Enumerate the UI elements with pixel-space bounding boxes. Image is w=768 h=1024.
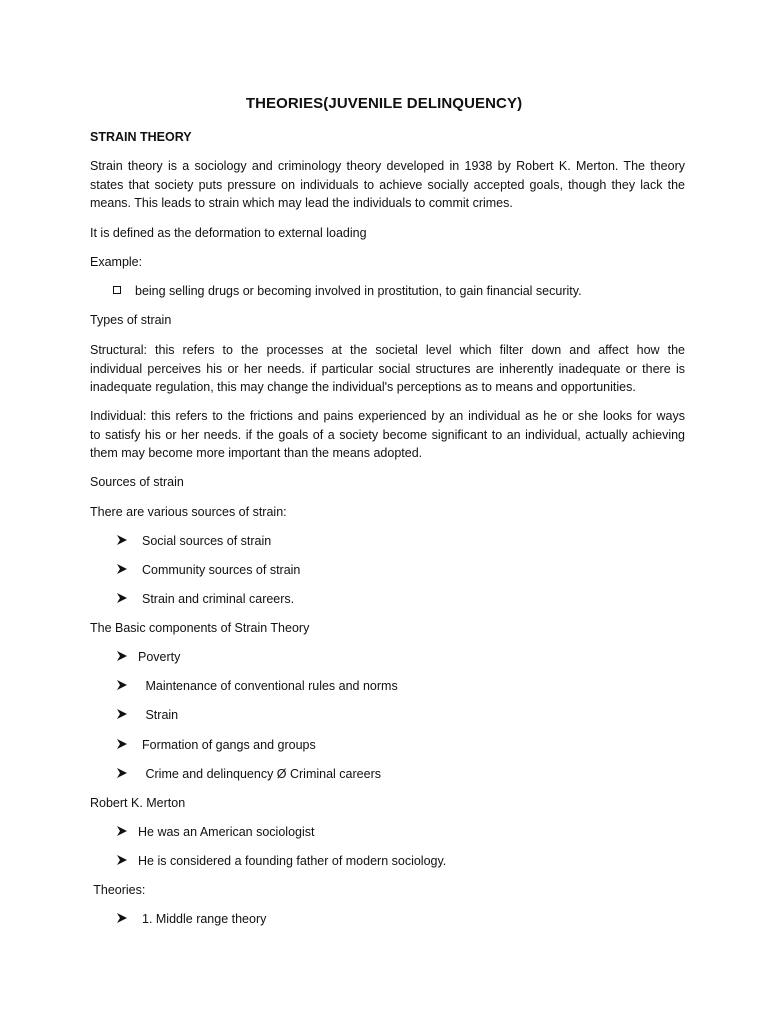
arrowhead-bullet-icon xyxy=(116,708,128,720)
arrowhead-bullet-icon xyxy=(116,592,128,604)
merton-heading: Robert K. Merton xyxy=(90,796,186,810)
merton-list-item: He was an American sociologist xyxy=(116,825,314,839)
intro-line: Strain theory is a sociology and criminology theory developed in 1938 by Robert K. Merton. The theory xyxy=(90,159,685,173)
components-list-item: Formation of gangs and groups xyxy=(116,738,316,752)
structural-line: inadequate regulation, this may change the individual's perceptions as to means and opportunities. xyxy=(90,380,636,395)
arrowhead-bullet-icon xyxy=(116,767,128,779)
document-title: THEORIES(JUVENILE DELINQUENCY) xyxy=(245,95,523,112)
individual-line: them may become more important than the means adopted. xyxy=(90,446,423,461)
structural-line: Structural: this refers to the processes at the societal level which filter down and affect how the xyxy=(90,343,685,357)
individual-line: to satisfy his or her needs. if the goals of a society become significant to an individual, actually achieving xyxy=(90,427,685,442)
types-of-strain-heading: Types of strain xyxy=(90,313,172,327)
arrowhead-bullet-icon xyxy=(116,738,128,750)
components-list-item: Crime and delinquency Ø Criminal careers xyxy=(116,767,381,781)
merton-list-item: He is considered a founding father of modern sociology. xyxy=(116,854,446,868)
arrowhead-bullet-icon xyxy=(116,563,128,575)
components-list-item: Poverty xyxy=(116,650,180,664)
intro-paragraph xyxy=(90,157,685,213)
sources-list-item: Strain and criminal careers. xyxy=(116,592,294,606)
definition-text: It is defined as the deformation to external loading xyxy=(90,226,367,240)
strain-theory-heading: STRAIN THEORY xyxy=(90,130,192,144)
components-heading: The Basic components of Strain Theory xyxy=(90,621,310,635)
structural-paragraph xyxy=(90,341,685,397)
arrowhead-bullet-icon xyxy=(116,912,128,924)
sources-list-item: Social sources of strain xyxy=(116,534,271,548)
structural-line: individual perceives his or her needs. if particular social structures are inherently inadequate or there is xyxy=(90,361,685,376)
components-list-item: Strain xyxy=(116,708,178,722)
sources-intro: There are various sources of strain: xyxy=(90,505,287,519)
sources-list-item: Community sources of strain xyxy=(116,563,300,577)
individual-paragraph xyxy=(90,407,685,463)
arrowhead-bullet-icon xyxy=(116,650,128,662)
components-list-item: Maintenance of conventional rules and norms xyxy=(116,679,398,693)
example-list-item xyxy=(113,284,582,298)
individual-line: Individual: this refers to the frictions and pains experienced by an individual as he or she looks for ways xyxy=(90,409,685,423)
sources-of-strain-heading: Sources of strain xyxy=(90,475,184,489)
checkbox-bullet-icon xyxy=(113,286,121,294)
example-item-text: being selling drugs or becoming involved in prostitution, to gain financial security. xyxy=(135,284,582,298)
theories-list-item: 1. Middle range theory xyxy=(116,912,266,926)
intro-line: states that society puts pressure on individuals to achieve socially accepted goals, though they lack the xyxy=(90,177,685,192)
example-label: Example: xyxy=(90,255,143,269)
intro-line: means. This leads to strain which may lead the individuals to commit crimes. xyxy=(90,196,513,211)
arrowhead-bullet-icon xyxy=(116,825,128,837)
arrowhead-bullet-icon xyxy=(116,854,128,866)
arrowhead-bullet-icon xyxy=(116,679,128,691)
theories-label: Theories: xyxy=(90,883,146,897)
arrowhead-bullet-icon xyxy=(116,534,128,546)
